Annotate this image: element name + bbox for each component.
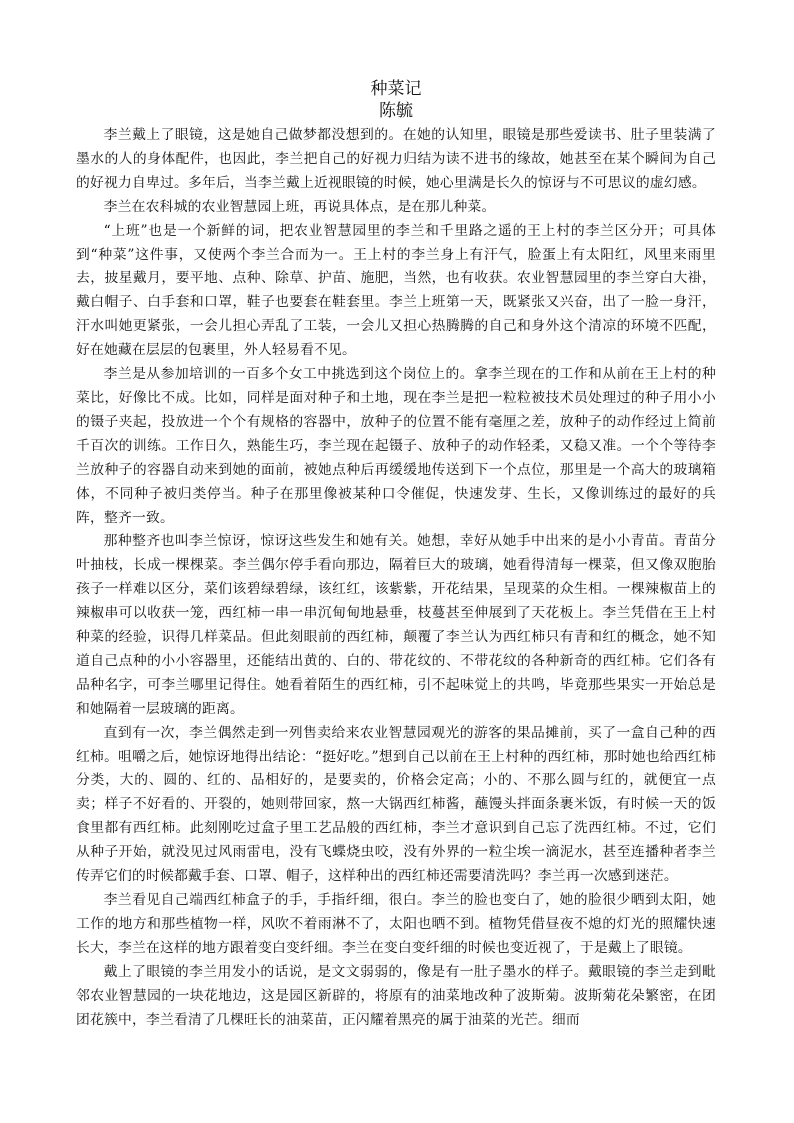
paragraph: 李兰是从参加培训的一百多个女工中挑选到这个岗位上的。拿李兰现在的工作和从前在王上村的种菜比，好像比不成。比如，同样是面对种子和土地，现在李兰是把一粒粒被技术员处理过的种子用小小的镊子夹起，投放进一个个有规格的容器中，放种子的位置不能有毫厘之差，放种子的动作经过上简前千百次的训练。工作日久，熟能生巧，李兰现在起镊子、放种子的动作轻柔，又稳又准。一个个等待李兰放种子的容器自动来到她的面前，被她点种后再缓缓地传送到下一个点位，那里是一个高大的玻璃箱体，不同种子被归类停当。种子在那里像被某种口令催促，快速发芽、生长，又像训练过的最好的兵阵，整齐一致。 bbox=[76, 366, 716, 526]
document-title: 种菜记 bbox=[370, 79, 422, 99]
document-author: 陈毓 bbox=[379, 101, 413, 121]
paragraph: 那种整齐也叫李兰惊讶，惊讶这些发生和她有关。她想，幸好从她手中出来的是小小青苗。青苗分叶抽枝，长成一棵棵菜。李兰偶尔停手看向那边，隔着巨大的玻璃，她看得清每一棵菜，但又像双胞胎孩子一样难以区分，菜们该碧绿碧绿，该红红，该紫紫，开花结果，呈现菜的众生相。一棵辣椒苗上的辣椒串可以收获一笼，西红柿一串一串沉甸甸地悬垂，枝蔓甚至伸展到了天花板上。李兰凭借在王上村种菜的经验，识得几样菜品。但此刻眼前的西红柿，颠覆了李兰认为西红柿只有青和红的概念，她不知道自己点种的小小容器里，还能结出黄的、白的、带花纹的、不带花纹的各种新奇的西红柿。它们各有品种名字，可李兰哪里记得住。她看着陌生的西红柿，引不起味觉上的共鸣，毕竟那些果实一开始总是和她隔着一层玻璃的距离。 bbox=[76, 533, 716, 717]
paragraph: 李兰戴上了眼镜，这是她自己做梦都没想到的。在她的认知里，眼镜是那些爱读书、肚子里装满了墨水的人的身体配件，也因此，李兰把自己的好视力归结为读不进书的缘故，她甚至在某个瞬间为自己的好视力自卑过。多年后，当李兰戴上近视眼镜的时候，她心里满是长久的惊讶与不可思议的虚幻感。 bbox=[76, 127, 716, 191]
paragraph: 李兰在农科城的农业智慧园上班，再说具体点，是在那儿种菜。 bbox=[103, 198, 496, 215]
paragraph: 李兰看见自己端西红柿盒子的手，手指纤细，很白。李兰的脸也变白了，她的脸很少晒到太阳，她工作的地方和那些植物一样，风吹不着雨淋不了，太阳也晒不到。植物凭借昼夜不熄的灯光的照耀快速长大，李兰在这样的地方跟着变白变纤细。李兰在变白变纤细的时候也变近视了，于是戴上了眼镜。 bbox=[76, 892, 716, 956]
paragraph: “上班”也是一个新鲜的词，把农业智慧园里的李兰和千里路之遥的王上村的李兰区分开；可具体到“种菜”这件事，又使两个李兰合而为一。王上村的李兰身上有汗气，脸蛋上有太阳红，风里来雨里去，披星戴月，要平地、点种、除草、护苗、施肥，当然，也有收获。农业智慧园里的李兰穿白大褂，戴白帽子、白手套和口罩，鞋子也要套在鞋套里。李兰上班第一天，既紧张又兴奋，出了一脸一身汗，汗水叫她更紧张，一会儿担心弄乱了工装，一会儿又担心热腾腾的自己和身外这个清凉的环境不匹配，好在她藏在层层的包裹里，外人轻易看不见。 bbox=[76, 222, 716, 359]
document-page bbox=[76, 78, 716, 1032]
paragraph: 戴上了眼镜的李兰用发小的话说，是文文弱弱的，像是有一肚子墨水的样子。戴眼镜的李兰走到毗邻农业智慧园的一块花地边，这是园区新辟的，将原有的油菜地改种了波斯菊。波斯菊花朵繁密，在团团花簇中，李兰看清了几棵旺长的油菜苗，正闪耀着黑亮的属于油菜的光芒。细而 bbox=[76, 963, 716, 1028]
paragraph: 直到有一次，李兰偶然走到一列售卖给来农业智慧园观光的游客的果品摊前，买了一盒自己种的西红柿。咀嚼之后，她惊讶地得出结论：“挺好吃。”想到自己以前在王上村种的西红柿，那时她也给西红柿分类，大的、圆的、红的、品相好的，是要卖的，价格会定高；小的、不那么圆与红的，就便宜一点卖；样子不好看的、开裂的，她则带回家，熬一大锅西红柿酱，蘸馒头拌面条裹米饭，有时候一天的饭食里都有西红柿。此刻刚吃过盒子里工艺品般的西红柿，李兰才意识到自己忘了洗西红柿。不过，它们从种子开始，就没见过风雨雷电，没有飞蝶烧虫咬，没有外界的一粒尘埃一滴泥水，甚至连播种者李兰传弄它们的时候都戴手套、口罩、帽子，这样种出的西红柿还需要清洗吗？李兰再一次感到迷茫。 bbox=[76, 724, 716, 885]
